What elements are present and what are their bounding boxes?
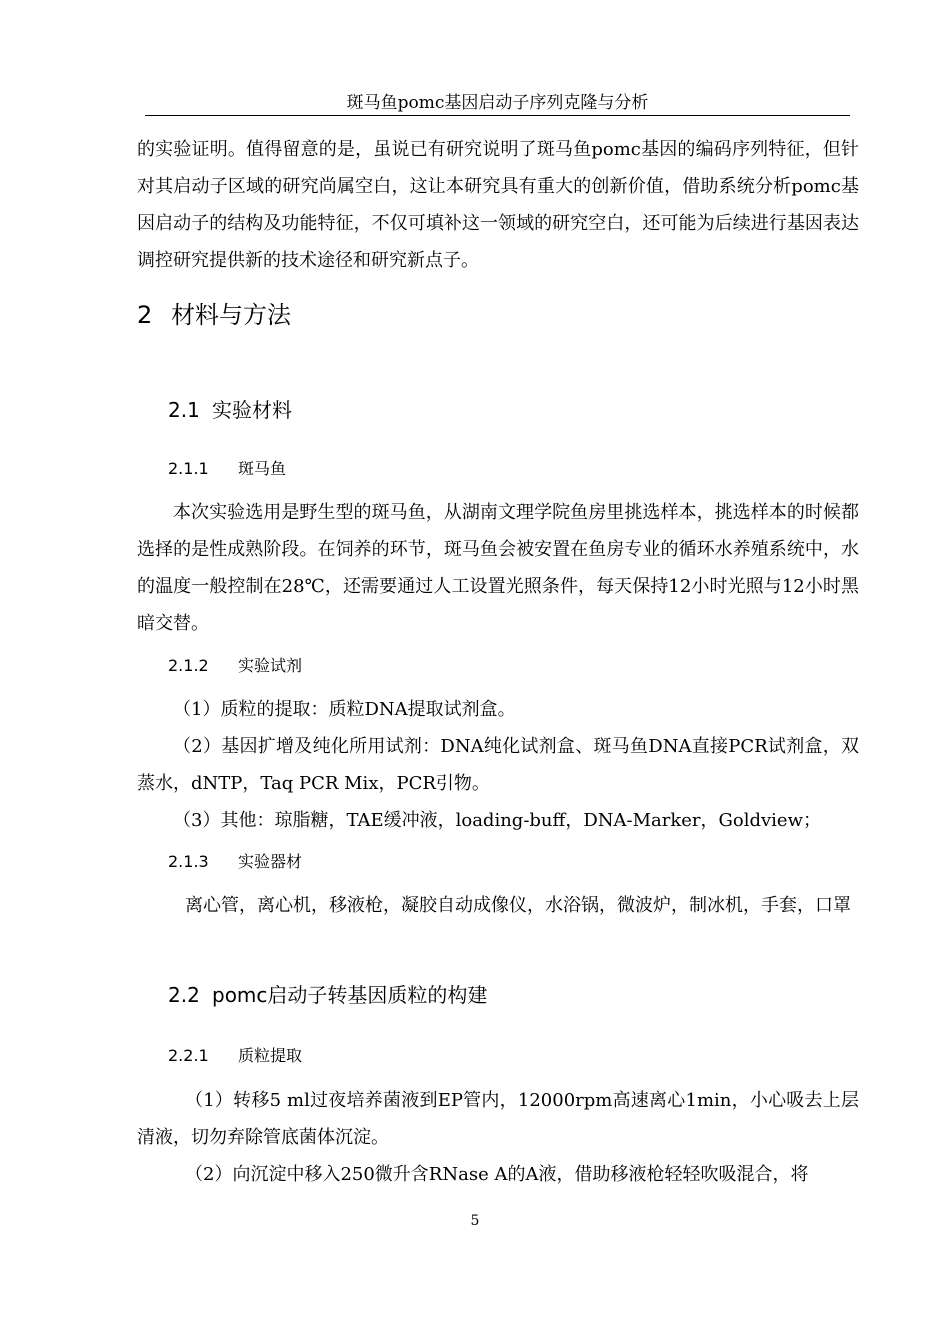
equipment-paragraph: 离心管，离心机，移液枪，凝胶自动成像仪，水浴锅，微波炉，制冰机，手套，口罩 <box>185 895 851 916</box>
reagent-item-2: （2）基因扩增及纯化所用试剂：DNA纯化试剂盒、斑马鱼DNA直接PCR试剂盒，双蒸水，dNTP，Taq PCR Mix，PCR引物。 <box>137 736 859 794</box>
heading-title: 实验材料 <box>212 398 292 422</box>
heading-number: 2.1.3 <box>168 852 209 871</box>
heading-section-2-2 <box>168 982 487 1008</box>
plasmid-step-1: （1）转移5 ml过夜培养菌液到EP管内，12000rpm高速离心1min，小心吸去上层清液，切勿弃除管底菌体沉淀。 <box>137 1090 859 1148</box>
heading-title: 实验试剂 <box>238 656 303 675</box>
heading-title: 实验器材 <box>238 852 303 871</box>
reagent-item-1: （1）质粒的提取：质粒DNA提取试剂盒。 <box>173 699 516 720</box>
heading-title: pomc启动子转基因质粒的构建 <box>212 983 488 1007</box>
reagent-item-3: （3）其他：琼脂糖，TAE缓冲液，loading-buff，DNA-Marker，Goldview； <box>173 810 821 831</box>
page-number: 5 <box>470 1213 480 1229</box>
running-header-title: 斑马鱼pomc基因启动子序列克隆与分析 <box>346 93 649 113</box>
heading-number: 2 <box>137 301 153 329</box>
heading-number: 2.1.2 <box>168 656 209 675</box>
heading-section-2-1 <box>168 397 292 423</box>
heading-title: 质粒提取 <box>238 1046 303 1065</box>
heading-section-2-2-1 <box>168 1045 302 1067</box>
heading-section-2-1-1 <box>168 458 286 480</box>
heading-number: 2.2.1 <box>168 1046 209 1065</box>
zebrafish-paragraph: 本次实验选用是野生型的斑马鱼，从湖南文理学院鱼房里挑选样本，挑选样本的时候都选择的是性成熟阶段。在饲养的环节，斑马鱼会被安置在鱼房专业的循环水养殖系统中，水的温度一般控制在28℃，还需要通过人工设置光照条件，每天保持12小时光照与12小时黑暗交替。 <box>137 502 859 634</box>
header-divider <box>145 115 850 116</box>
heading-number: 2.1 <box>168 398 200 422</box>
heading-section-2-1-2 <box>168 655 302 677</box>
intro-paragraph: 的实验证明。值得留意的是，虽说已有研究说明了斑马鱼pomc基因的编码序列特征，但针对其启动子区域的研究尚属空白，这让本研究具有重大的创新价值，借助系统分析pomc基因启动子的结构及功能特征，不仅可填补这一领域的研究空白，还可能为后续进行基因表达调控研究提供新的技术途径和研究新点子。 <box>137 139 859 271</box>
heading-title: 斑马鱼 <box>238 459 287 478</box>
heading-number: 2.1.1 <box>168 459 209 478</box>
heading-section-2-1-3 <box>168 851 302 873</box>
heading-section-2 <box>137 300 291 330</box>
plasmid-step-2: （2）向沉淀中移入250微升含RNase A的A液，借助移液枪轻轻吹吸混合，将 <box>185 1164 809 1185</box>
heading-title: 材料与方法 <box>171 301 291 329</box>
heading-number: 2.2 <box>168 983 200 1007</box>
